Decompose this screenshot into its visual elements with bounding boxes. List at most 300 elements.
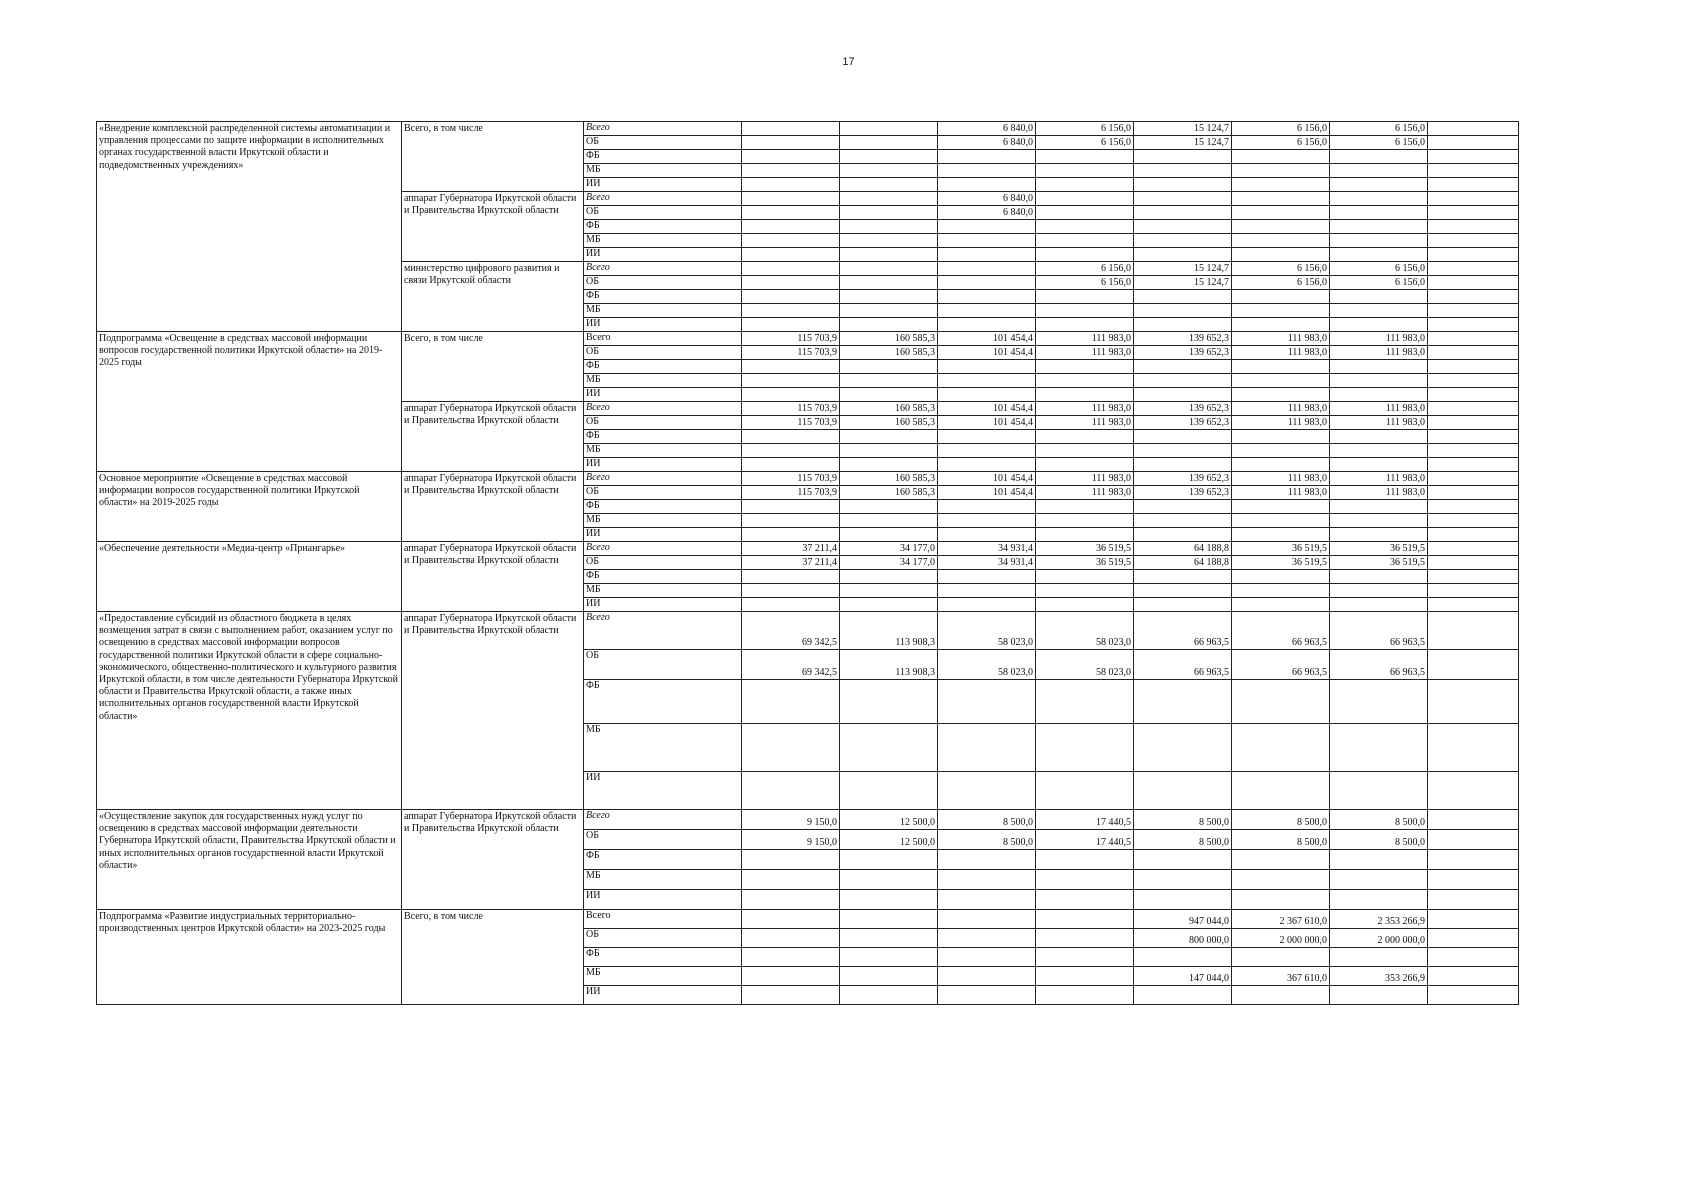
value-cell <box>742 724 840 772</box>
value-cell: 160 585,3 <box>840 402 938 416</box>
value-cell <box>1134 724 1232 772</box>
value-cell: 12 500,0 <box>840 810 938 830</box>
table-row <box>97 612 1519 650</box>
value-cell <box>840 598 938 612</box>
value-cell <box>938 598 1036 612</box>
value-cell <box>1428 206 1519 220</box>
value-cell <box>1330 360 1428 374</box>
value-cell <box>1036 248 1134 262</box>
value-cell <box>1232 850 1330 870</box>
value-cell <box>1428 332 1519 346</box>
value-cell: 101 454,4 <box>938 346 1036 360</box>
value-cell <box>840 234 938 248</box>
funding-source: ИИ <box>584 388 742 402</box>
value-cell: 2 367 610,0 <box>1232 910 1330 929</box>
value-cell: 6 156,0 <box>1232 276 1330 290</box>
value-cell <box>1428 248 1519 262</box>
value-cell <box>1330 248 1428 262</box>
value-cell <box>1428 890 1519 910</box>
value-cell <box>742 304 840 318</box>
value-cell <box>938 570 1036 584</box>
funding-source: МБ <box>584 374 742 388</box>
value-cell <box>840 178 938 192</box>
value-cell <box>1232 248 1330 262</box>
value-cell <box>840 122 938 136</box>
value-cell <box>1232 150 1330 164</box>
executor-name: аппарат Губернатора Иркутской области и Правительства Иркутской области <box>402 472 584 542</box>
value-cell: 8 500,0 <box>938 810 1036 830</box>
value-cell <box>938 500 1036 514</box>
value-cell <box>840 850 938 870</box>
value-cell <box>1232 890 1330 910</box>
funding-source: МБ <box>584 304 742 318</box>
value-cell: 101 454,4 <box>938 332 1036 346</box>
value-cell: 34 177,0 <box>840 542 938 556</box>
value-cell <box>1232 234 1330 248</box>
value-cell <box>1036 948 1134 967</box>
value-cell: 111 983,0 <box>1232 346 1330 360</box>
value-cell <box>1036 528 1134 542</box>
value-cell <box>742 929 840 948</box>
funding-source: ОБ <box>584 276 742 290</box>
value-cell <box>742 948 840 967</box>
value-cell: 115 703,9 <box>742 416 840 430</box>
value-cell <box>742 374 840 388</box>
value-cell <box>1330 220 1428 234</box>
value-cell: 6 156,0 <box>1036 262 1134 276</box>
value-cell <box>742 220 840 234</box>
value-cell <box>1134 220 1232 234</box>
value-cell <box>938 772 1036 810</box>
value-cell <box>1428 556 1519 570</box>
value-cell <box>1134 850 1232 870</box>
value-cell <box>742 584 840 598</box>
value-cell: 17 440,5 <box>1036 830 1134 850</box>
value-cell: 6 156,0 <box>1330 276 1428 290</box>
value-cell <box>1330 150 1428 164</box>
value-cell <box>1036 598 1134 612</box>
value-cell <box>938 150 1036 164</box>
value-cell: 111 983,0 <box>1036 416 1134 430</box>
value-cell <box>1036 890 1134 910</box>
value-cell: 36 519,5 <box>1036 556 1134 570</box>
funding-source: МБ <box>584 234 742 248</box>
value-cell: 115 703,9 <box>742 486 840 500</box>
value-cell <box>938 584 1036 598</box>
funding-source: Всего <box>584 192 742 206</box>
value-cell: 115 703,9 <box>742 332 840 346</box>
value-cell <box>742 262 840 276</box>
value-cell: 111 983,0 <box>1330 332 1428 346</box>
value-cell <box>938 929 1036 948</box>
value-cell <box>1428 850 1519 870</box>
value-cell <box>1428 136 1519 150</box>
value-cell <box>1330 870 1428 890</box>
value-cell <box>1134 206 1232 220</box>
executor-name: аппарат Губернатора Иркутской области и Правительства Иркутской области <box>402 810 584 910</box>
value-cell <box>1232 458 1330 472</box>
value-cell <box>938 680 1036 724</box>
value-cell <box>1134 360 1232 374</box>
value-cell <box>938 724 1036 772</box>
value-cell <box>1232 318 1330 332</box>
funding-source: ОБ <box>584 650 742 680</box>
value-cell: 115 703,9 <box>742 402 840 416</box>
value-cell <box>742 772 840 810</box>
value-cell: 66 963,5 <box>1134 612 1232 650</box>
value-cell <box>1036 570 1134 584</box>
value-cell <box>742 248 840 262</box>
value-cell: 139 652,3 <box>1134 346 1232 360</box>
value-cell <box>1428 528 1519 542</box>
value-cell <box>840 986 938 1005</box>
funding-source: ИИ <box>584 248 742 262</box>
value-cell: 115 703,9 <box>742 472 840 486</box>
value-cell <box>1036 192 1134 206</box>
value-cell <box>1232 430 1330 444</box>
value-cell <box>840 967 938 986</box>
funding-source: МБ <box>584 164 742 178</box>
value-cell <box>938 444 1036 458</box>
value-cell <box>840 724 938 772</box>
value-cell: 101 454,4 <box>938 472 1036 486</box>
value-cell: 69 342,5 <box>742 612 840 650</box>
value-cell <box>840 248 938 262</box>
value-cell: 66 963,5 <box>1330 612 1428 650</box>
value-cell <box>840 870 938 890</box>
value-cell: 36 519,5 <box>1330 556 1428 570</box>
value-cell <box>1134 458 1232 472</box>
value-cell <box>1036 514 1134 528</box>
value-cell <box>1428 486 1519 500</box>
value-cell <box>1232 192 1330 206</box>
value-cell <box>840 192 938 206</box>
funding-source: МБ <box>584 444 742 458</box>
value-cell <box>1036 870 1134 890</box>
value-cell: 101 454,4 <box>938 402 1036 416</box>
value-cell <box>938 890 1036 910</box>
value-cell <box>742 986 840 1005</box>
value-cell: 34 177,0 <box>840 556 938 570</box>
funding-source: ФБ <box>584 570 742 584</box>
value-cell <box>1428 472 1519 486</box>
value-cell <box>1134 948 1232 967</box>
value-cell: 8 500,0 <box>1330 810 1428 830</box>
funding-source: ФБ <box>584 360 742 374</box>
value-cell <box>840 430 938 444</box>
value-cell <box>1134 680 1232 724</box>
value-cell: 58 023,0 <box>1036 612 1134 650</box>
funding-source: ФБ <box>584 850 742 870</box>
value-cell: 64 188,8 <box>1134 556 1232 570</box>
value-cell <box>1232 598 1330 612</box>
value-cell: 8 500,0 <box>938 830 1036 850</box>
value-cell: 160 585,3 <box>840 332 938 346</box>
value-cell <box>1330 850 1428 870</box>
value-cell: 111 983,0 <box>1232 402 1330 416</box>
value-cell: 111 983,0 <box>1232 486 1330 500</box>
value-cell <box>1428 388 1519 402</box>
value-cell <box>1330 584 1428 598</box>
table-row <box>97 910 1519 929</box>
funding-source: ФБ <box>584 290 742 304</box>
value-cell <box>1428 402 1519 416</box>
executor-name: министерство цифрового развития и связи Иркутской области <box>402 262 584 332</box>
value-cell <box>1428 948 1519 967</box>
value-cell: 111 983,0 <box>1232 416 1330 430</box>
value-cell <box>938 304 1036 318</box>
value-cell <box>1134 430 1232 444</box>
value-cell: 139 652,3 <box>1134 332 1232 346</box>
funding-source: ОБ <box>584 830 742 850</box>
value-cell: 69 342,5 <box>742 650 840 680</box>
value-cell <box>938 458 1036 472</box>
value-cell <box>840 458 938 472</box>
funding-source: ИИ <box>584 318 742 332</box>
value-cell <box>1232 388 1330 402</box>
value-cell <box>1232 444 1330 458</box>
value-cell: 66 963,5 <box>1232 612 1330 650</box>
value-cell <box>1232 206 1330 220</box>
value-cell <box>742 164 840 178</box>
value-cell: 34 931,4 <box>938 542 1036 556</box>
value-cell: 9 150,0 <box>742 830 840 850</box>
value-cell: 160 585,3 <box>840 346 938 360</box>
value-cell: 6 156,0 <box>1036 136 1134 150</box>
value-cell <box>1036 458 1134 472</box>
value-cell: 8 500,0 <box>1330 830 1428 850</box>
budget-table-wrapper <box>96 121 1518 1005</box>
value-cell <box>938 234 1036 248</box>
value-cell <box>1134 772 1232 810</box>
value-cell <box>1232 164 1330 178</box>
value-cell <box>1330 178 1428 192</box>
value-cell: 36 519,5 <box>1036 542 1134 556</box>
value-cell <box>1134 570 1232 584</box>
value-cell <box>1036 910 1134 929</box>
measure-name: «Обеспечение деятельности «Медиа-центр «Приангарье» <box>97 542 402 612</box>
value-cell <box>1036 850 1134 870</box>
executor-name: аппарат Губернатора Иркутской области и Правительства Иркутской области <box>402 542 584 612</box>
value-cell <box>840 910 938 929</box>
value-cell <box>1428 650 1519 680</box>
funding-source: ФБ <box>584 948 742 967</box>
value-cell <box>1330 528 1428 542</box>
value-cell <box>938 948 1036 967</box>
value-cell <box>840 290 938 304</box>
funding-source: ИИ <box>584 528 742 542</box>
value-cell: 58 023,0 <box>1036 650 1134 680</box>
value-cell <box>742 318 840 332</box>
value-cell: 111 983,0 <box>1330 416 1428 430</box>
value-cell <box>1036 680 1134 724</box>
value-cell <box>840 570 938 584</box>
value-cell <box>1428 500 1519 514</box>
budget-table <box>96 121 1519 1005</box>
value-cell: 6 156,0 <box>1232 136 1330 150</box>
value-cell <box>1232 220 1330 234</box>
value-cell: 2 000 000,0 <box>1232 929 1330 948</box>
value-cell <box>1428 262 1519 276</box>
value-cell <box>742 430 840 444</box>
value-cell: 36 519,5 <box>1330 542 1428 556</box>
measure-name: Подпрограмма «Развитие индустриальных территориально-производственных центров Иркутской области» на 2023-2025 годы <box>97 910 402 1005</box>
value-cell <box>1428 276 1519 290</box>
value-cell: 111 983,0 <box>1330 486 1428 500</box>
funding-source: ОБ <box>584 136 742 150</box>
value-cell <box>1036 318 1134 332</box>
value-cell <box>1428 910 1519 929</box>
value-cell: 6 156,0 <box>1036 276 1134 290</box>
value-cell: 111 983,0 <box>1036 402 1134 416</box>
value-cell <box>1036 986 1134 1005</box>
value-cell <box>1428 234 1519 248</box>
value-cell <box>938 850 1036 870</box>
funding-source: ФБ <box>584 220 742 234</box>
executor-name: Всего, в том числе <box>402 332 584 402</box>
value-cell <box>1036 500 1134 514</box>
value-cell <box>742 890 840 910</box>
funding-source: ИИ <box>584 772 742 810</box>
value-cell <box>1134 248 1232 262</box>
value-cell: 8 500,0 <box>1134 810 1232 830</box>
value-cell: 58 023,0 <box>938 612 1036 650</box>
value-cell <box>840 500 938 514</box>
value-cell <box>1428 304 1519 318</box>
value-cell <box>1134 890 1232 910</box>
value-cell <box>840 929 938 948</box>
value-cell <box>742 122 840 136</box>
value-cell <box>1428 164 1519 178</box>
value-cell <box>1232 870 1330 890</box>
value-cell <box>840 262 938 276</box>
executor-name: аппарат Губернатора Иркутской области и Правительства Иркутской области <box>402 192 584 262</box>
value-cell <box>1428 150 1519 164</box>
funding-source: ОБ <box>584 416 742 430</box>
funding-source: МБ <box>584 584 742 598</box>
table-row <box>97 810 1519 830</box>
funding-source: МБ <box>584 724 742 772</box>
value-cell: 113 908,3 <box>840 650 938 680</box>
value-cell <box>1036 584 1134 598</box>
value-cell: 66 963,5 <box>1232 650 1330 680</box>
value-cell <box>742 598 840 612</box>
funding-source: ОБ <box>584 346 742 360</box>
value-cell <box>1134 514 1232 528</box>
value-cell <box>1428 220 1519 234</box>
value-cell <box>938 318 1036 332</box>
value-cell <box>742 850 840 870</box>
measure-name: «Предоставление субсидий из областного бюджета в целях возмещения затрат в связи с выполнением работ, оказанием услуг по освещению в средствах массовой информации вопросов государственной политики Иркутской области в сфере социально-экономического, общественно-политического и культурного развития Иркутской области, в том числе деятельности Губернатора Иркутской области и Правительства Иркутской области, а также иных исполнительных органов государственной власти Иркутской области» <box>97 612 402 810</box>
value-cell: 111 983,0 <box>1330 346 1428 360</box>
value-cell <box>840 514 938 528</box>
value-cell <box>938 360 1036 374</box>
table-row <box>97 472 1519 486</box>
value-cell <box>938 986 1036 1005</box>
page-number: 17 <box>842 56 855 68</box>
value-cell <box>1330 772 1428 810</box>
value-cell <box>742 178 840 192</box>
value-cell <box>1134 986 1232 1005</box>
value-cell <box>1330 890 1428 910</box>
value-cell <box>1330 458 1428 472</box>
value-cell: 15 124,7 <box>1134 276 1232 290</box>
value-cell <box>1232 500 1330 514</box>
value-cell <box>1036 150 1134 164</box>
value-cell <box>742 290 840 304</box>
value-cell: 947 044,0 <box>1134 910 1232 929</box>
value-cell <box>1036 220 1134 234</box>
value-cell <box>1330 164 1428 178</box>
value-cell <box>938 388 1036 402</box>
funding-source: Всего <box>584 612 742 650</box>
value-cell <box>1330 318 1428 332</box>
value-cell <box>1134 290 1232 304</box>
value-cell <box>1428 360 1519 374</box>
value-cell <box>1428 870 1519 890</box>
value-cell <box>938 220 1036 234</box>
value-cell: 15 124,7 <box>1134 122 1232 136</box>
executor-name: Всего, в том числе <box>402 910 584 1005</box>
value-cell <box>1428 830 1519 850</box>
value-cell <box>1330 290 1428 304</box>
value-cell: 2 000 000,0 <box>1330 929 1428 948</box>
value-cell <box>1330 374 1428 388</box>
value-cell: 12 500,0 <box>840 830 938 850</box>
table-row <box>97 332 1519 346</box>
value-cell: 36 519,5 <box>1232 556 1330 570</box>
value-cell <box>840 948 938 967</box>
funding-source: Всего <box>584 910 742 929</box>
value-cell <box>1134 234 1232 248</box>
funding-source: МБ <box>584 870 742 890</box>
value-cell <box>1330 948 1428 967</box>
value-cell <box>1428 680 1519 724</box>
value-cell: 367 610,0 <box>1232 967 1330 986</box>
value-cell: 111 983,0 <box>1036 332 1134 346</box>
value-cell <box>1036 304 1134 318</box>
value-cell: 15 124,7 <box>1134 136 1232 150</box>
value-cell <box>1330 986 1428 1005</box>
funding-source: ИИ <box>584 890 742 910</box>
value-cell <box>1428 724 1519 772</box>
value-cell <box>742 680 840 724</box>
value-cell: 6 156,0 <box>1232 262 1330 276</box>
value-cell <box>1134 528 1232 542</box>
funding-source: МБ <box>584 967 742 986</box>
value-cell: 36 519,5 <box>1232 542 1330 556</box>
executor-name: аппарат Губернатора Иркутской области и Правительства Иркутской области <box>402 612 584 810</box>
value-cell: 111 983,0 <box>1330 472 1428 486</box>
value-cell <box>1330 234 1428 248</box>
value-cell <box>1428 570 1519 584</box>
value-cell: 8 500,0 <box>1232 810 1330 830</box>
value-cell: 111 983,0 <box>1330 402 1428 416</box>
value-cell <box>1330 444 1428 458</box>
value-cell <box>1134 374 1232 388</box>
value-cell <box>1330 304 1428 318</box>
value-cell: 6 840,0 <box>938 136 1036 150</box>
value-cell <box>1134 388 1232 402</box>
value-cell: 66 963,5 <box>1330 650 1428 680</box>
value-cell <box>1428 986 1519 1005</box>
value-cell <box>1428 430 1519 444</box>
value-cell: 111 983,0 <box>1036 472 1134 486</box>
funding-source: ОБ <box>584 556 742 570</box>
value-cell: 139 652,3 <box>1134 486 1232 500</box>
value-cell <box>1036 360 1134 374</box>
funding-source: ОБ <box>584 206 742 220</box>
